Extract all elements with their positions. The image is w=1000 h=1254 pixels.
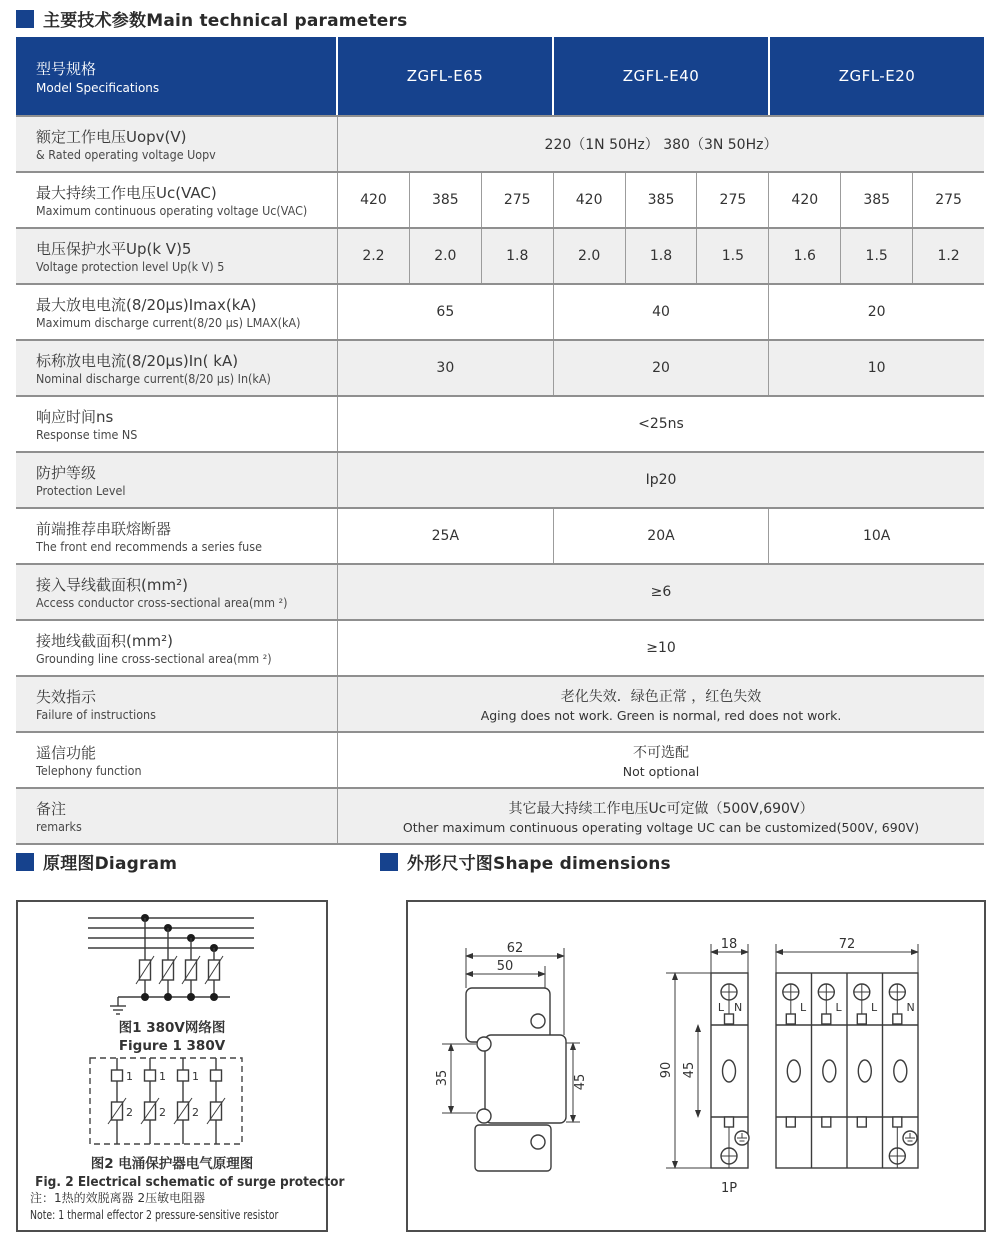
row-label-en: Grounding line cross-sectional area(mm ²) xyxy=(36,652,272,666)
ground-screw-icon xyxy=(735,1131,749,1145)
value-cell: 2.0 xyxy=(410,229,482,283)
table-row xyxy=(16,115,984,171)
value-cell xyxy=(338,733,984,787)
terminal-label: L xyxy=(800,1001,807,1014)
row-label xyxy=(16,173,338,227)
row-label-en: Protection Level xyxy=(36,484,126,498)
value-cell: 220（1N 50Hz） 380（3N 50Hz） xyxy=(544,137,778,153)
thermal-disconnector-label: 1 xyxy=(159,1070,166,1083)
diagram-note-en: Note: 1 thermal effector 2 pressure-sensitive resistor xyxy=(30,1208,279,1222)
pole-count-label: 1P xyxy=(720,1181,738,1196)
row-label-en: Response time NS xyxy=(36,428,138,442)
row-label-zh: 前端推荐串联熔断器 xyxy=(36,520,172,538)
value-cell: 40 xyxy=(554,285,770,339)
row-label xyxy=(16,341,338,395)
diagram-note-zh: 注：1热的效脱离器 2压敏电阻器 xyxy=(30,1191,206,1205)
value-cell: <25ns xyxy=(638,416,684,432)
varistor-label: 2 xyxy=(192,1106,199,1119)
value-cell: 385 xyxy=(410,173,482,227)
figure2-caption xyxy=(18,1152,345,1190)
table-row xyxy=(16,507,984,563)
row-label-en: Voltage protection level Up(k V) 5 xyxy=(36,260,225,274)
value-cell: 275 xyxy=(482,173,554,227)
main-title-zh: 主要技术参数 xyxy=(43,11,147,31)
varistor-label: 2 xyxy=(159,1106,166,1119)
value-cell: 385 xyxy=(626,173,698,227)
terminal-label: L xyxy=(871,1001,878,1014)
value-cell: 420 xyxy=(338,173,410,227)
ground-icon xyxy=(110,997,126,1014)
row-label xyxy=(16,453,338,507)
table-row xyxy=(16,619,984,675)
parameters-table xyxy=(16,37,984,845)
value-cell: 10 xyxy=(867,360,886,376)
dim-label-45: 45 xyxy=(573,1073,588,1091)
value-cell: 1.6 xyxy=(769,229,841,283)
value-en: Aging does not work. Green is normal, red does not work. xyxy=(480,707,842,723)
main-title-text xyxy=(43,6,407,31)
row-label xyxy=(16,229,338,283)
value-en: Not optional xyxy=(622,763,700,779)
table-row xyxy=(16,171,984,227)
figure1-caption-en: Figure 1 380V xyxy=(118,1038,226,1054)
dim-label-50: 50 xyxy=(496,959,514,974)
header-label-cell xyxy=(16,37,338,115)
value-cell: 1.8 xyxy=(482,229,554,283)
screw-icon xyxy=(721,1148,737,1164)
dim-label-62: 62 xyxy=(506,941,524,956)
value-cell: 1.5 xyxy=(841,229,913,283)
side-view-drawing xyxy=(442,948,580,1171)
shape-section-title xyxy=(380,849,671,874)
row-label-en: Maximum continuous operating voltage Uc(VAC) xyxy=(36,204,308,218)
model-column-header: ZGFL-E20 xyxy=(838,67,916,85)
front-view-4p-drawing xyxy=(776,944,918,1168)
row-label-zh: 额定工作电压Uopv(V) xyxy=(36,128,187,146)
value-cell: 20 xyxy=(554,341,770,395)
thermal-disconnector-label: 1 xyxy=(126,1070,133,1083)
figure2-caption-zh: 图2 电涌保护器电气原理图 xyxy=(90,1156,254,1172)
row-label xyxy=(16,117,338,171)
value-cell: 420 xyxy=(769,173,841,227)
figure1-caption-zh: 图1 380V网络图 xyxy=(118,1020,226,1036)
row-label-zh: 最大放电电流(8/20μs)Imax(kA) xyxy=(36,296,257,314)
row-label-en: remarks xyxy=(36,820,82,834)
header-label-en: Model Specifications xyxy=(36,80,160,95)
dim-label-45b: 45 xyxy=(682,1061,697,1079)
value-cell: 20 xyxy=(867,304,886,320)
row-label-zh: 失效指示 xyxy=(36,688,97,706)
circuit-diagram-box xyxy=(16,900,345,1232)
blue-square-bullet-icon xyxy=(380,853,398,871)
dim-label-72: 72 xyxy=(838,937,856,952)
dim-label-35: 35 xyxy=(435,1069,450,1087)
row-label-en: Telephony function xyxy=(36,764,142,778)
figure1-caption xyxy=(18,1016,326,1054)
blue-square-bullet-icon xyxy=(16,10,34,28)
dim-label-90: 90 xyxy=(659,1061,674,1079)
row-label-en: & Rated operating voltage Uopv xyxy=(36,148,216,162)
figure2-schematic-diagram xyxy=(18,1054,326,1149)
value-cell xyxy=(338,789,984,843)
value-cell: 1.2 xyxy=(937,248,960,264)
value-cell: 1.5 xyxy=(697,229,769,283)
shape-title-en: Shape dimensions xyxy=(493,854,671,874)
screw-icon xyxy=(721,984,737,1000)
value-zh: 老化失效．绿色正常 ，红色失效 xyxy=(560,688,762,705)
value-cell: Ip20 xyxy=(645,472,677,488)
table-row xyxy=(16,451,984,507)
terminal-label: N xyxy=(906,1001,915,1014)
value-en: Other maximum continuous operating voltage UC can be customized(500V, 690V) xyxy=(402,819,920,835)
value-cell: 65 xyxy=(338,285,554,339)
shape-dimensions-drawing xyxy=(408,902,984,1226)
figure1-network-diagram xyxy=(18,902,326,1020)
terminal-label: L xyxy=(835,1001,842,1014)
value-cell: 2.0 xyxy=(554,229,626,283)
row-label xyxy=(16,621,338,675)
value-cell: 420 xyxy=(554,173,626,227)
value-cell: 10A xyxy=(862,528,891,544)
diagram-title-zh: 原理图 xyxy=(43,854,95,874)
row-label-zh: 接地线截面积(mm²) xyxy=(36,632,173,650)
value-cell: 25A xyxy=(338,509,554,563)
front-view-1p-drawing xyxy=(666,944,749,1168)
main-title-en: Main technical parameters xyxy=(146,11,408,31)
terminal-label-l: L xyxy=(717,1001,724,1014)
row-label-en: Failure of instructions xyxy=(36,708,156,722)
value-cell xyxy=(338,677,984,731)
shape-title-zh: 外形尺寸图 xyxy=(407,854,493,874)
table-row xyxy=(16,675,984,731)
value-cell: 20A xyxy=(554,509,770,563)
row-label-en: Nominal discharge current(8/20 μs) In(kA) xyxy=(36,372,271,386)
row-label-zh: 备注 xyxy=(36,800,67,818)
diagram-title-en: Diagram xyxy=(94,854,178,874)
model-column-header: ZGFL-E40 xyxy=(554,37,770,115)
table-row xyxy=(16,283,984,339)
diagram-section-title xyxy=(16,849,177,874)
terminal-label-n: N xyxy=(734,1001,743,1014)
row-label xyxy=(16,285,338,339)
row-label xyxy=(16,789,338,843)
figure2-caption-en: Fig. 2 Electrical schematic of surge protector xyxy=(35,1174,345,1190)
table-row xyxy=(16,731,984,787)
value-cell: ≥10 xyxy=(646,640,676,656)
row-label-zh: 防护等级 xyxy=(36,464,97,482)
row-label xyxy=(16,397,338,451)
value-cell: 30 xyxy=(338,341,554,395)
main-title xyxy=(16,6,407,31)
header-label-zh: 型号规格 xyxy=(36,59,97,78)
thermal-disconnector-label: 1 xyxy=(192,1070,199,1083)
value-cell: ≥6 xyxy=(650,584,672,600)
row-label xyxy=(16,565,338,619)
value-zh: 不可选配 xyxy=(633,744,689,761)
value-cell: 385 xyxy=(841,173,913,227)
row-label-en: The front end recommends a series fuse xyxy=(36,540,262,554)
shape-dimensions-box xyxy=(406,900,986,1232)
value-zh: 其它最大持续工作电压Uc可定做（500V,690V） xyxy=(508,800,814,817)
row-label xyxy=(16,677,338,731)
diagram-note xyxy=(30,1190,348,1224)
row-label-zh: 遥信功能 xyxy=(36,744,97,762)
table-row xyxy=(16,563,984,619)
varistor-label: 2 xyxy=(126,1106,133,1119)
blue-square-bullet-icon xyxy=(16,853,34,871)
row-label-zh: 最大持续工作电压Uc(VAC) xyxy=(36,184,217,202)
row-label xyxy=(16,509,338,563)
value-cell: 1.8 xyxy=(626,229,698,283)
row-label-zh: 电压保护水平Up(k V)5 xyxy=(36,240,192,258)
table-row xyxy=(16,339,984,395)
row-label-en: Access conductor cross-sectional area(mm ²) xyxy=(36,596,288,610)
value-cell: 275 xyxy=(935,192,962,208)
row-label-zh: 响应时间ns xyxy=(36,408,114,426)
table-row xyxy=(16,227,984,283)
row-label xyxy=(16,733,338,787)
varistor-symbol xyxy=(136,956,223,984)
model-column-header: ZGFL-E65 xyxy=(338,37,554,115)
table-header-row xyxy=(16,37,984,115)
table-row xyxy=(16,787,984,843)
row-label-zh: 接入导线截面积(mm²) xyxy=(36,576,188,594)
value-cell: 275 xyxy=(697,173,769,227)
row-label-zh: 标称放电电流(8/20μs)In( kA) xyxy=(36,352,239,370)
table-row xyxy=(16,395,984,451)
dim-label-18: 18 xyxy=(720,937,738,952)
row-label-en: Maximum discharge current(8/20 μs) LMAX(kA) xyxy=(36,316,301,330)
ground-screw-icon xyxy=(903,1131,917,1145)
screw-icon xyxy=(889,1148,905,1164)
value-cell: 2.2 xyxy=(338,229,410,283)
